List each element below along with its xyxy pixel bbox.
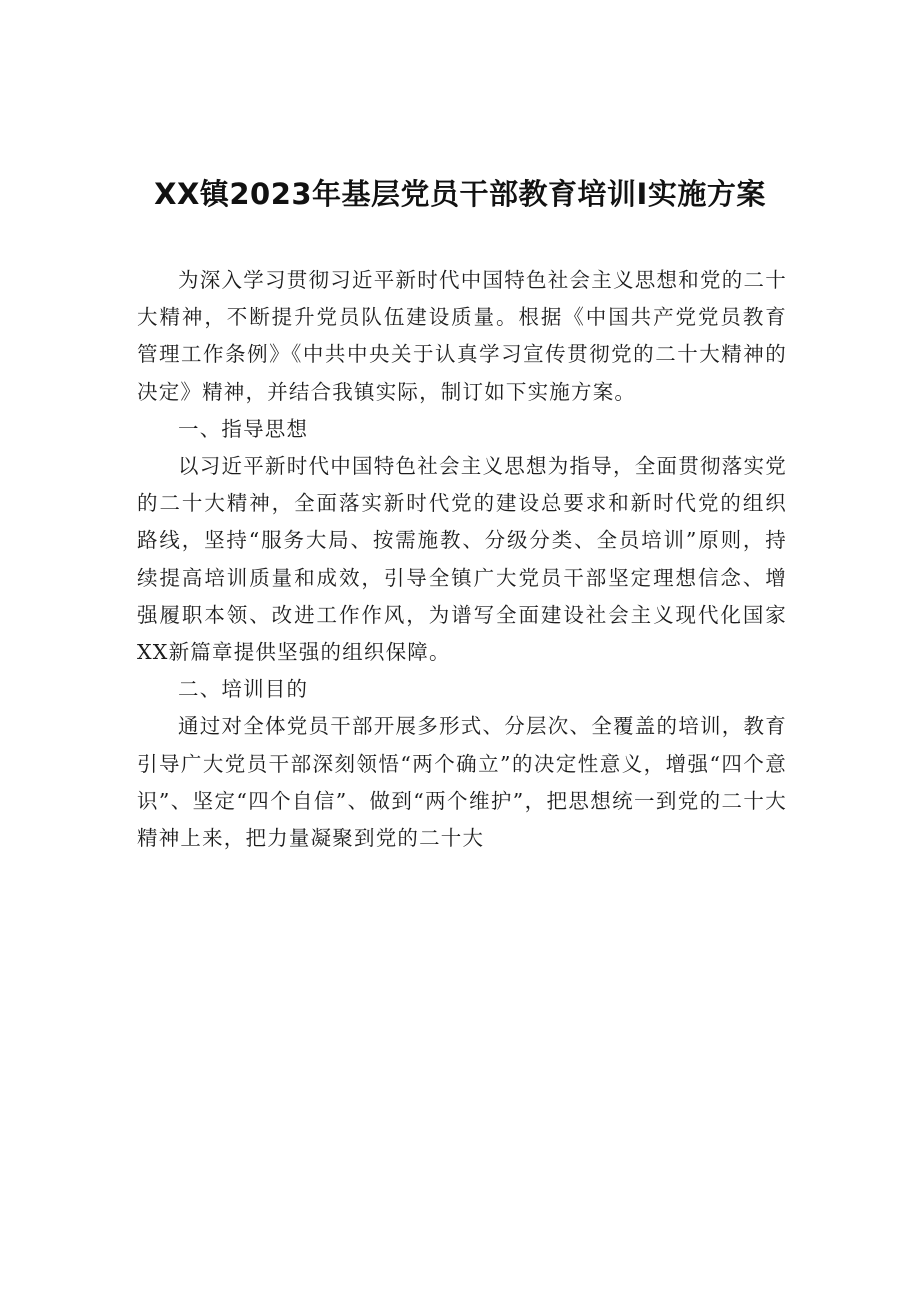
section-heading-guiding-thought: 一、指导思想 xyxy=(178,416,309,441)
section-paragraph-guiding-thought: 以习近平新时代中国特色社会主义思想为指导，全面贯彻落实党的二十大精神，全面落实新时代党的建设总要求和新时代党的组织路线，坚持“服务大局、按需施教、分级分类、全员培训”原则，持续提高培训质量和成效，引导全镇广大党员干部坚定理想信念、增强履职本领、改进工作作风，为谱写全面建设社会主义现代化国家XX新篇章提供坚强的组织保障。 xyxy=(137,454,787,665)
document-title: XX镇2023年基层党员干部教育培训Ⅰ实施方案 xyxy=(154,177,766,211)
document-body xyxy=(137,262,787,857)
section-paragraph-training-purpose: 通过对全体党员干部开展多形式、分层次、全覆盖的培训，教育引导广大党员干部深刻领悟“两个确立”的决定性意义，增强“四个意识”、坚定“四个自信”、做到“两个维护”，把思想统一到党的二十大精神上来，把力量凝聚到党的二十大 xyxy=(137,714,787,851)
section-heading-training-purpose: 二、培训目的 xyxy=(178,677,309,702)
intro-paragraph: 为深入学习贯彻习近平新时代中国特色社会主义思想和党的二十大精神，不断提升党员队伍建设质量。根据《中国共产党党员教育管理工作条例》《中共中央关于认真学习宣传贯彻党的二十大精神的决定》精神，并结合我镇实际，制订如下实施方案。 xyxy=(137,268,787,404)
